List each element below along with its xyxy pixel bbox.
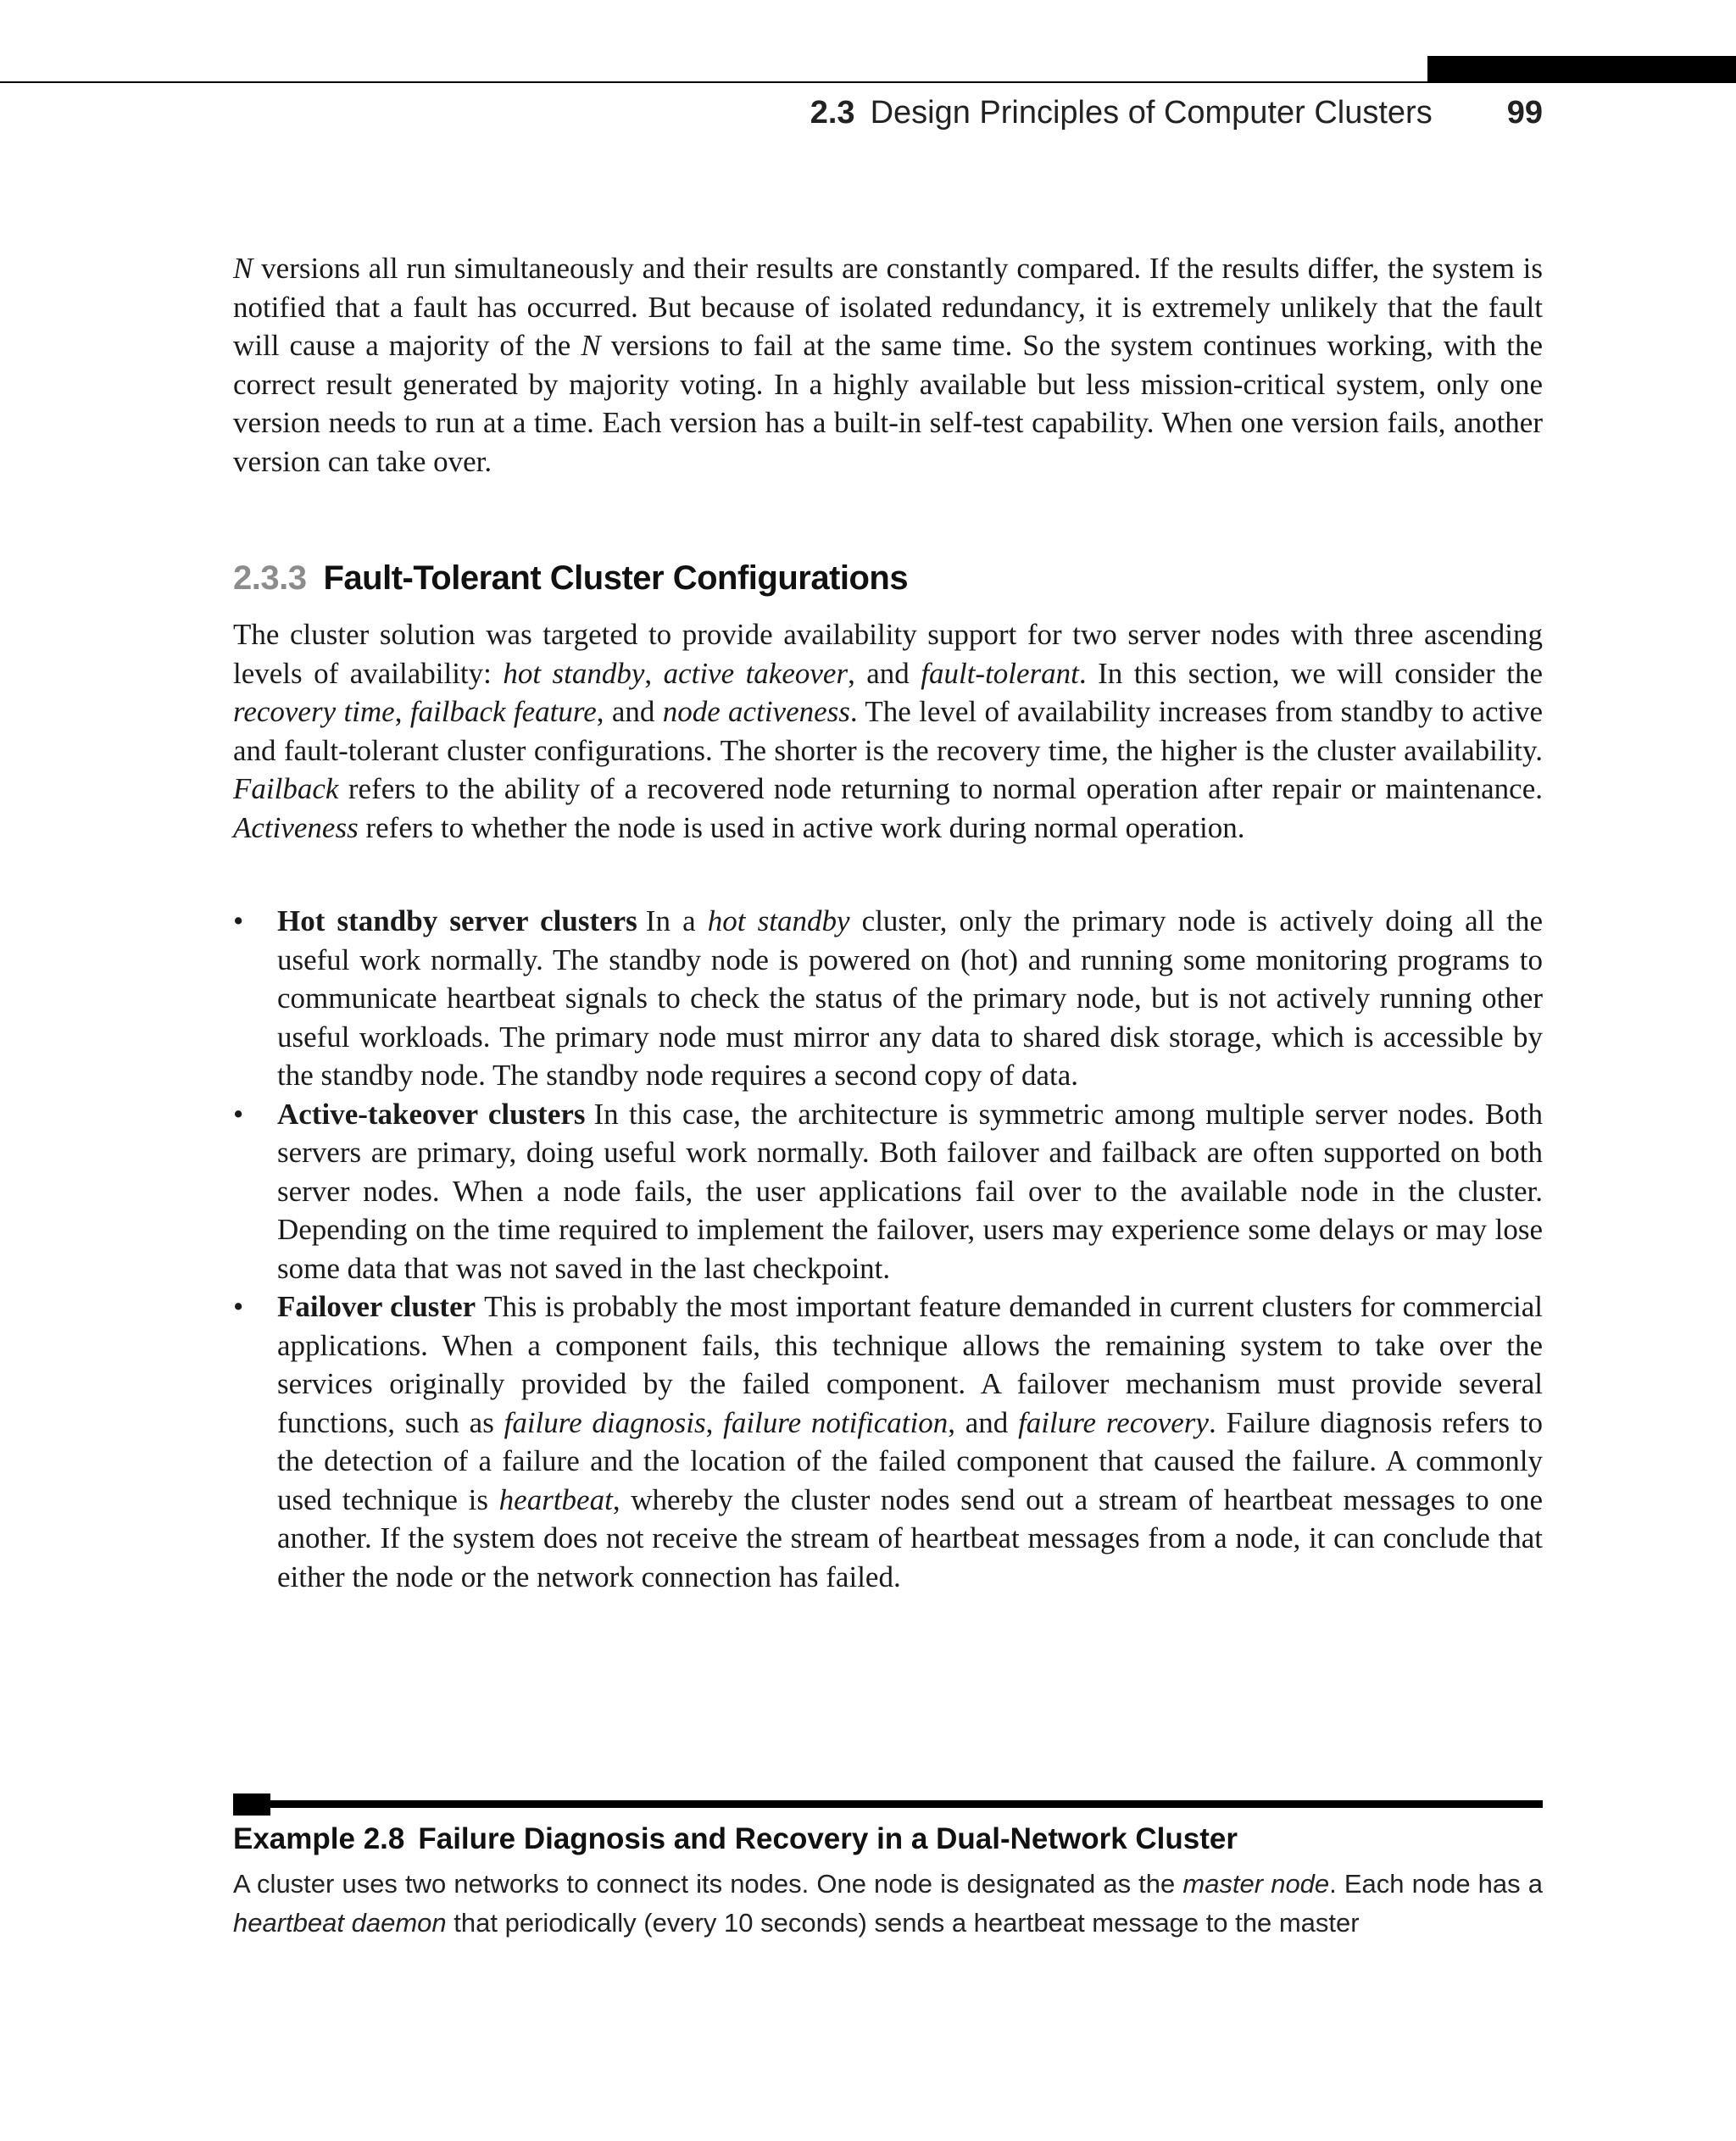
text: . In this section, we will consider the xyxy=(1078,656,1543,690)
italic-term: heartbeat daemon xyxy=(233,1908,447,1938)
cluster-types-list xyxy=(233,902,1543,1596)
text: versions all run simultaneously and their results are constantly compared. If the results differ, the system is notified that a fault has occurred. But because of isolated redundancy, it is extremely unlikely that the fault will cause a majority of the xyxy=(233,252,1543,362)
italic-term: failback feature xyxy=(409,695,597,728)
italic-term: hot standby xyxy=(503,656,645,690)
bullet-icon: • xyxy=(233,1290,244,1323)
text: , xyxy=(705,1405,724,1439)
text: versions to fail at the same time. So the system continues working, with the correct result generated by majority voting. In a highly available but less mission-critical system, only one version needs to run at a time. Each version has a built-in self-test capability. When one version fails, another version can take over. xyxy=(233,329,1543,478)
text: refers to whether the node is used in active work during normal operation. xyxy=(358,810,1245,844)
text: This is probably the most important feature demanded in current clusters for commercial applications. When a component fails, this technique allows the remaining system to take over the services originally provided by the failed component. A failover mechanism must provide several functions, such as xyxy=(277,1290,1543,1439)
page-number: 99 xyxy=(1506,95,1543,131)
header-rule xyxy=(0,81,1736,83)
running-head-section-title: Design Principles of Computer Clusters xyxy=(870,95,1433,131)
italic-term: fault-tolerant xyxy=(921,656,1079,690)
list-item-term: Failover cluster xyxy=(277,1290,476,1323)
text: cluster, only the primary node is actively doing all the useful work normally. The standby node is powered on (hot) and running some monitoring programs to communicate heartbeat signals to check the status of the primary node, but is not actively running other useful workloads. The primary node must mirror any data to shared disk storage, which is accessible by the standby node. The standby node requires a second copy of data. xyxy=(277,904,1543,1092)
italic-term: Failback xyxy=(233,772,339,805)
text: . Failure diagnosis refers to the detection of a failure and the location of the failed component that caused the failure. A commonly used technique is xyxy=(277,1405,1543,1516)
text: . Each node has a xyxy=(1329,1869,1543,1899)
list-item-active-takeover xyxy=(233,1095,1543,1288)
italic-n: N xyxy=(581,329,601,362)
text: , xyxy=(644,656,664,690)
text: refers to the ability of a recovered node returning to normal operation after repair or maintenance. xyxy=(338,772,1543,805)
example-rule xyxy=(233,1800,1543,1808)
text: In a xyxy=(645,904,708,937)
text: The cluster solution was targeted to provide availability support for two server nodes with three ascending levels of availability: xyxy=(233,618,1543,690)
text: In this case, the architecture is symmetric among multiple server nodes. Both servers are primary, doing useful work normally. Both failover and failback are often supported on both server nodes. When a node fails, the user applications fail over to the available node in the cluster. Depending on the time required to implement the failover, users may experience some delays or may lose some data that was not saved in the last checkpoint. xyxy=(277,1097,1543,1285)
example-number: Example 2.8 xyxy=(233,1822,405,1855)
section-number: 2.3.3 xyxy=(233,559,307,597)
italic-term: node activeness xyxy=(662,695,850,728)
header-tab xyxy=(1427,56,1736,83)
italic-term: Activeness xyxy=(233,810,359,844)
paragraph-n-versions xyxy=(233,249,1543,481)
paragraph-cluster-solution xyxy=(233,615,1543,847)
text: , xyxy=(394,695,410,728)
italic-term: active takeover xyxy=(663,656,849,690)
section-title: Fault-Tolerant Cluster Configurations xyxy=(323,559,909,597)
text: , and xyxy=(948,1405,1019,1439)
text: , whereby the cluster nodes send out a stream of heartbeat messages to one another. If the system does not receive the stream of heartbeat messages from a node, it can conclude that either the node or the network connection has failed. xyxy=(277,1482,1543,1593)
italic-term: heartbeat xyxy=(498,1482,613,1516)
italic-term: master node xyxy=(1182,1869,1330,1899)
italic-term: failure recovery xyxy=(1018,1405,1209,1439)
italic-term: hot standby xyxy=(707,904,850,937)
text: , and xyxy=(596,695,663,728)
text: . The level of availability increases from standby to active and fault-tolerant cluster configurations. The shorter is the recovery time, the higher is the cluster availability. xyxy=(233,695,1543,767)
text: A cluster uses two networks to connect its nodes. One node is designated as the xyxy=(233,1869,1183,1899)
italic-term: failure diagnosis xyxy=(504,1405,706,1439)
italic-term: failure notification xyxy=(723,1405,949,1439)
section-heading xyxy=(233,559,908,598)
list-item-term: Hot standby server clusters xyxy=(277,904,637,937)
text: , and xyxy=(848,656,921,690)
list-item-hot-standby xyxy=(233,902,1543,1095)
list-item-term: Active-takeover clusters xyxy=(277,1097,586,1131)
running-head xyxy=(810,95,1543,139)
example-rule-marker xyxy=(233,1793,270,1816)
example-title: Failure Diagnosis and Recovery in a Dual-Network Cluster xyxy=(418,1822,1238,1855)
text: that periodically (every 10 seconds) sends a heartbeat message to the master xyxy=(446,1908,1360,1938)
italic-n: N xyxy=(233,252,253,285)
example-body xyxy=(233,1865,1543,1943)
bullet-icon: • xyxy=(233,904,244,937)
list-item-failover xyxy=(233,1287,1543,1596)
running-head-section-number: 2.3 xyxy=(810,95,855,131)
italic-term: recovery time xyxy=(233,695,395,728)
example-heading xyxy=(233,1822,1238,1856)
bullet-icon: • xyxy=(233,1097,244,1131)
